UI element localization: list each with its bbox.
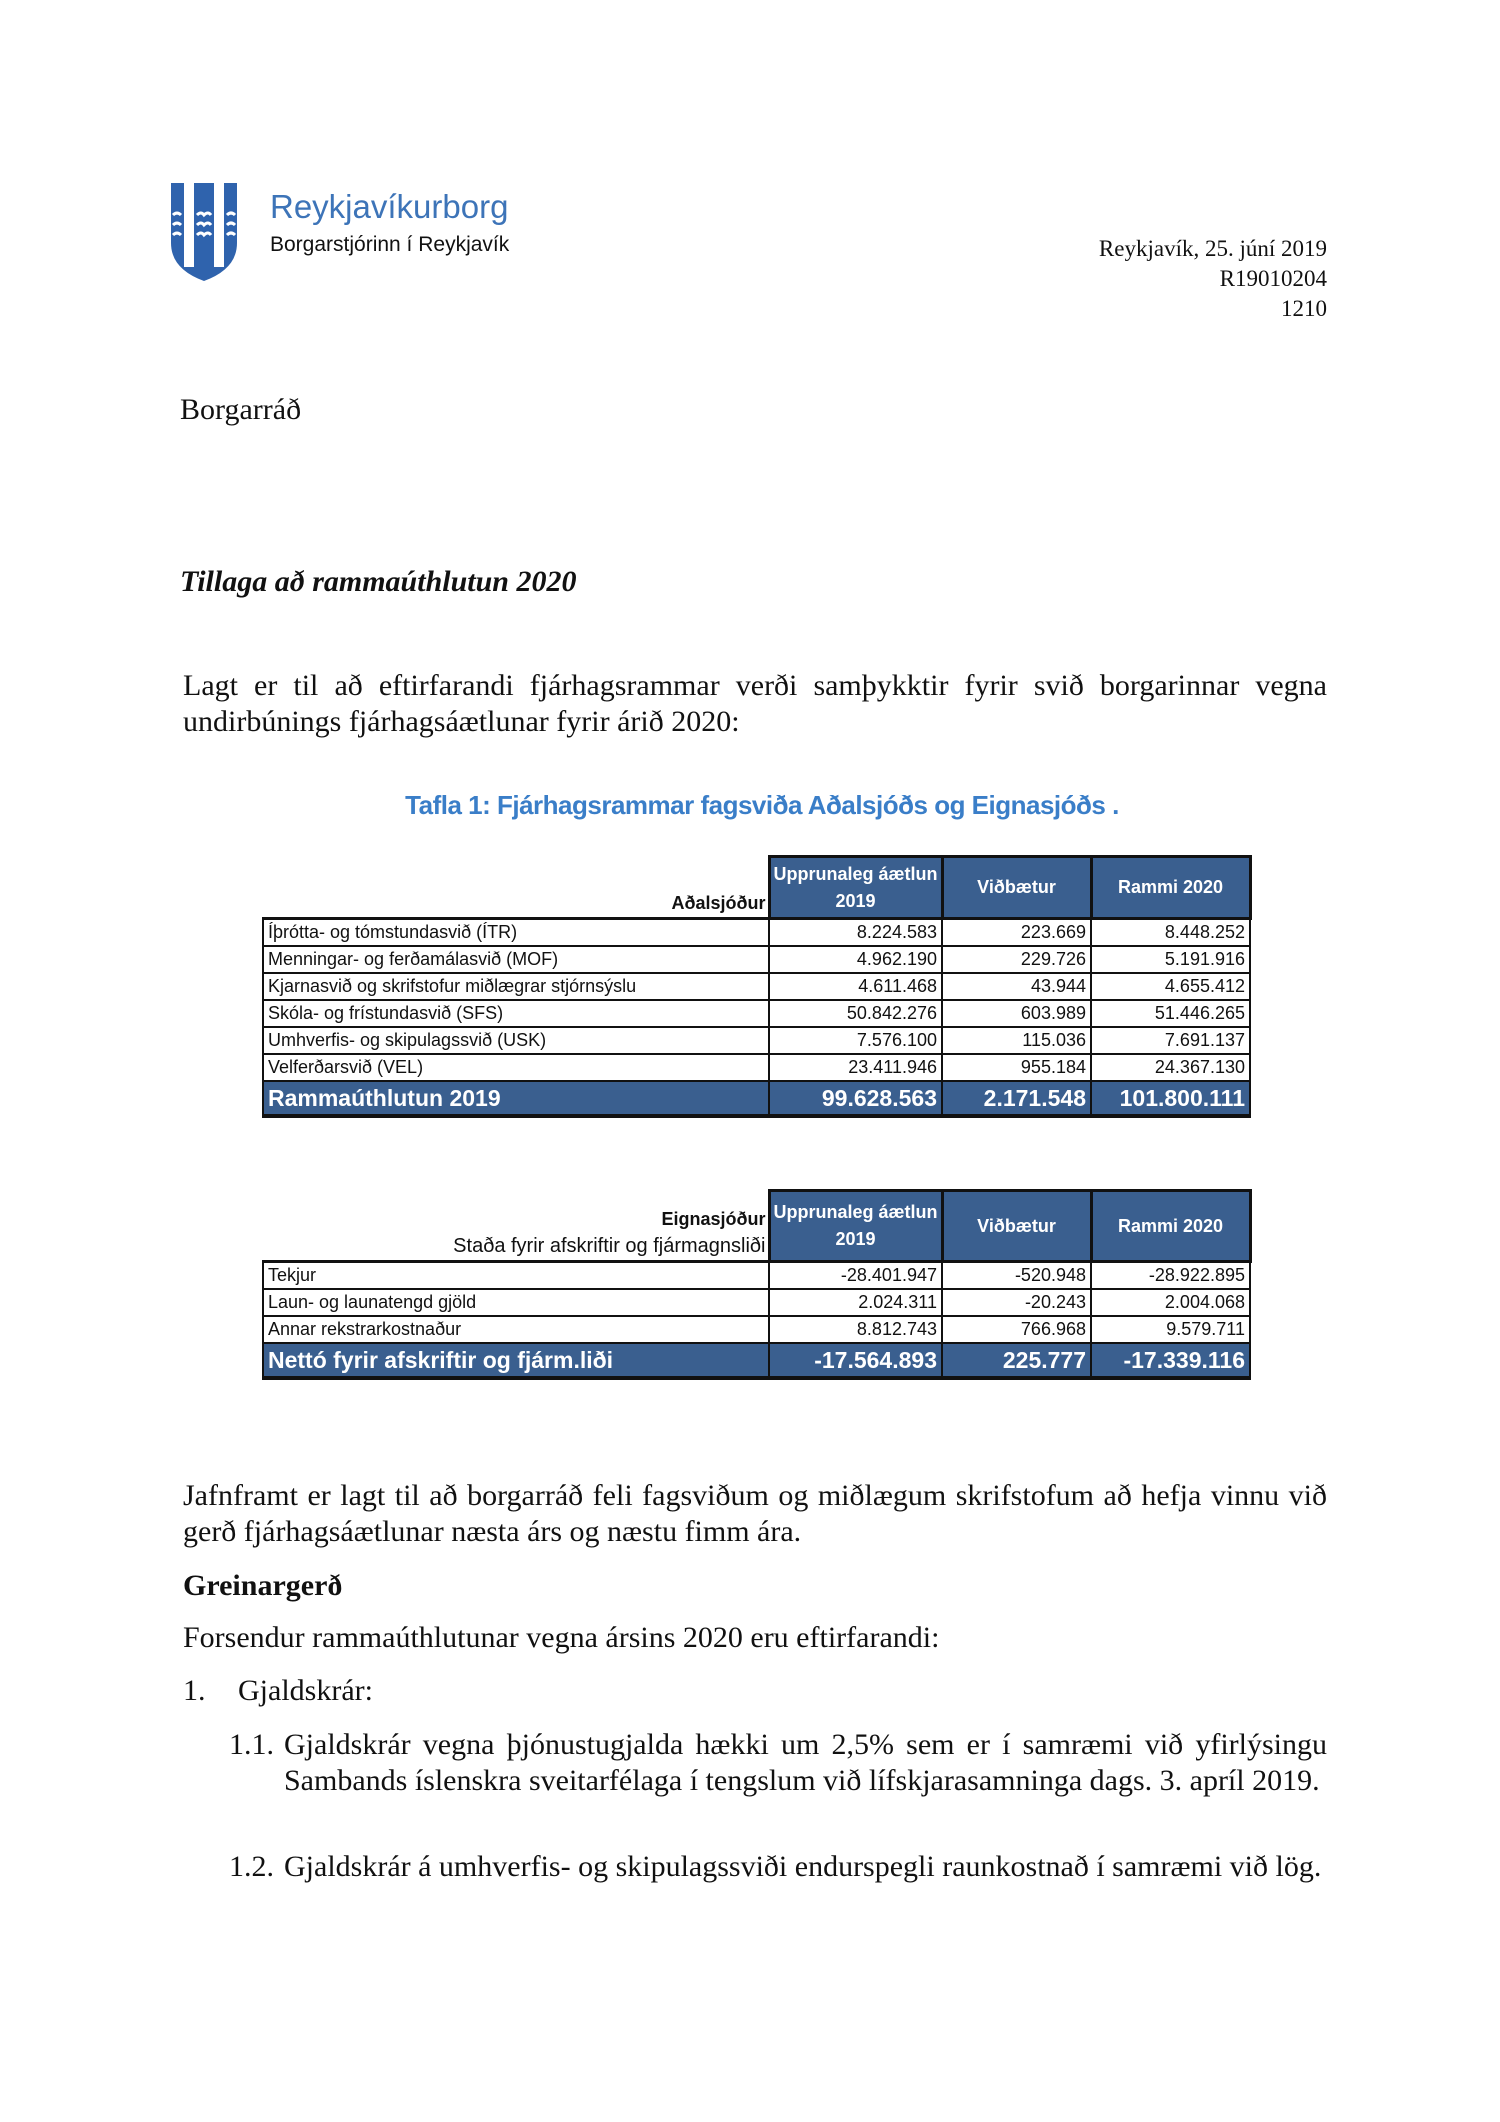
table-row <box>263 1027 1250 1054</box>
row-label: Skóla- og frístundasvið (SFS) <box>263 1000 769 1027</box>
table-label-main: Eignasjóður <box>661 1209 766 1229</box>
cell-value: 51.446.265 <box>1091 1000 1250 1027</box>
table-row <box>263 1289 1250 1316</box>
column-header: Viðbætur <box>942 857 1091 919</box>
eignasjodur-table <box>262 1189 1252 1380</box>
cell-value: 7.576.100 <box>769 1027 942 1054</box>
list-item <box>183 1673 373 1709</box>
list-number: 1.1. <box>229 1728 274 1761</box>
row-label: Umhverfis- og skipulagssvið (USK) <box>263 1027 769 1054</box>
cell-value: 2.024.311 <box>769 1289 942 1316</box>
table-row <box>263 1316 1250 1343</box>
intro-paragraph: Lagt er til að eftirfarandi fjárhagsrammar verði samþykktir fyrir svið borgarinnar vegna undirbúnings fjárhagsáætlunar fyrir árið 2020: <box>183 669 1327 738</box>
cell-value: 766.968 <box>942 1316 1091 1343</box>
cell-value: 229.726 <box>942 946 1091 973</box>
cell-value: 2.004.068 <box>1091 1289 1250 1316</box>
document-title: Tillaga að rammaúthlutun 2020 <box>180 565 577 598</box>
document-reference: R19010204 <box>1219 266 1327 291</box>
row-label: Menningar- og ferðamálasvið (MOF) <box>263 946 769 973</box>
list-number: 1.2. <box>229 1850 274 1883</box>
cell-value: -17.339.116 <box>1091 1343 1250 1378</box>
recipient: Borgarráð <box>180 393 302 426</box>
cell-value: -28.401.947 <box>769 1262 942 1290</box>
list-item <box>229 1849 1327 1885</box>
table-row <box>263 1000 1250 1027</box>
cell-value: -28.922.895 <box>1091 1262 1250 1290</box>
brand-subtitle: Borgarstjórinn í Reykjavík <box>270 233 510 256</box>
cell-value: 225.777 <box>942 1343 1091 1378</box>
cell-value: 7.691.137 <box>1091 1027 1250 1054</box>
adalsjodur-table <box>262 855 1252 1118</box>
brand-name: Reykjavíkurborg <box>270 188 509 225</box>
cell-value: 50.842.276 <box>769 1000 942 1027</box>
row-label: Velferðarsvið (VEL) <box>263 1054 769 1081</box>
list-text: Gjaldskrár: <box>238 1674 373 1707</box>
cell-value: 5.191.916 <box>1091 946 1250 973</box>
table-row <box>263 946 1250 973</box>
list-text: Gjaldskrár vegna þjónustugjalda hækki um 2,5% sem er í samræmi við yfirlýsingu Sambands íslenskra sveitarfélaga í tengslum við lífskjarasamninga dags. 3. apríl 2019. <box>284 1728 1327 1797</box>
list-text: Gjaldskrár á umhverfis- og skipulagssviði endurspegli raunkostnað í samræmi við lög. <box>284 1850 1322 1883</box>
cell-value: 8.812.743 <box>769 1316 942 1343</box>
cell-value: -520.948 <box>942 1262 1091 1290</box>
cell-value: 4.962.190 <box>769 946 942 973</box>
row-label: Rammaúthlutun 2019 <box>263 1081 769 1116</box>
cell-value: 24.367.130 <box>1091 1054 1250 1081</box>
table-label <box>263 1191 769 1262</box>
cell-value: 4.655.412 <box>1091 973 1250 1000</box>
cell-value: 115.036 <box>942 1027 1091 1054</box>
cell-value: 603.989 <box>942 1000 1091 1027</box>
table-total-row <box>263 1343 1250 1378</box>
cell-value: 9.579.711 <box>1091 1316 1250 1343</box>
row-label: Kjarnasvið og skrifstofur miðlægrar stjórnsýslu <box>263 973 769 1000</box>
cell-value: -20.243 <box>942 1289 1091 1316</box>
column-header: Viðbætur <box>942 1191 1091 1262</box>
column-header: Rammi 2020 <box>1091 1191 1250 1262</box>
table-caption: Tafla 1: Fjárhagsrammar fagsviða Aðalsjóðs og Eignasjóðs . <box>405 790 1119 820</box>
cell-value: 2.171.548 <box>942 1081 1091 1116</box>
list-number: 1. <box>183 1674 206 1707</box>
document-code: 1210 <box>1281 296 1327 321</box>
document-date: Reykjavík, 25. júní 2019 <box>1098 236 1327 261</box>
table-row <box>263 1054 1250 1081</box>
cell-value: 23.411.946 <box>769 1054 942 1081</box>
list-item <box>229 1727 1327 1799</box>
cell-value: 955.184 <box>942 1054 1091 1081</box>
row-label: Íþrótta- og tómstundasvið (ÍTR) <box>263 919 769 947</box>
cell-value: 99.628.563 <box>769 1081 942 1116</box>
assumptions-intro: Forsendur rammaúthlutunar vegna ársins 2020 eru eftirfarandi: <box>183 1621 940 1654</box>
row-label: Nettó fyrir afskriftir og fjárm.liði <box>263 1343 769 1378</box>
table-row <box>263 973 1250 1000</box>
cell-value: 8.448.252 <box>1091 919 1250 947</box>
cell-value: 43.944 <box>942 973 1091 1000</box>
row-label: Tekjur <box>263 1262 769 1290</box>
row-label: Annar rekstrarkostnaður <box>263 1316 769 1343</box>
table-label: Aðalsjóður <box>263 857 769 919</box>
column-header: Upprunaleg áætlun 2019 <box>769 857 942 919</box>
column-header: Upprunaleg áætlun 2019 <box>769 1191 942 1262</box>
column-header: Rammi 2020 <box>1091 857 1250 919</box>
table-row <box>263 1262 1250 1290</box>
proposal-paragraph: Jafnframt er lagt til að borgarráð feli fagsviðum og miðlægum skrifstofum að hefja vinnu við gerð fjárhagsáætlunar næsta árs og næstu fimm ára. <box>183 1479 1327 1548</box>
cell-value: 4.611.468 <box>769 973 942 1000</box>
document-meta <box>1099 234 1327 324</box>
cell-value: 101.800.111 <box>1091 1081 1250 1116</box>
cell-value: -17.564.893 <box>769 1343 942 1378</box>
section-heading: Greinargerð <box>183 1569 343 1602</box>
cell-value: 8.224.583 <box>769 919 942 947</box>
row-label: Laun- og launatengd gjöld <box>263 1289 769 1316</box>
table-total-row <box>263 1081 1250 1116</box>
reykjavik-coat-of-arms-logo <box>169 181 239 283</box>
table-row <box>263 919 1250 947</box>
table-sublabel: Staða fyrir afskriftir og fjármagnsliði <box>453 1235 766 1257</box>
cell-value: 223.669 <box>942 919 1091 947</box>
